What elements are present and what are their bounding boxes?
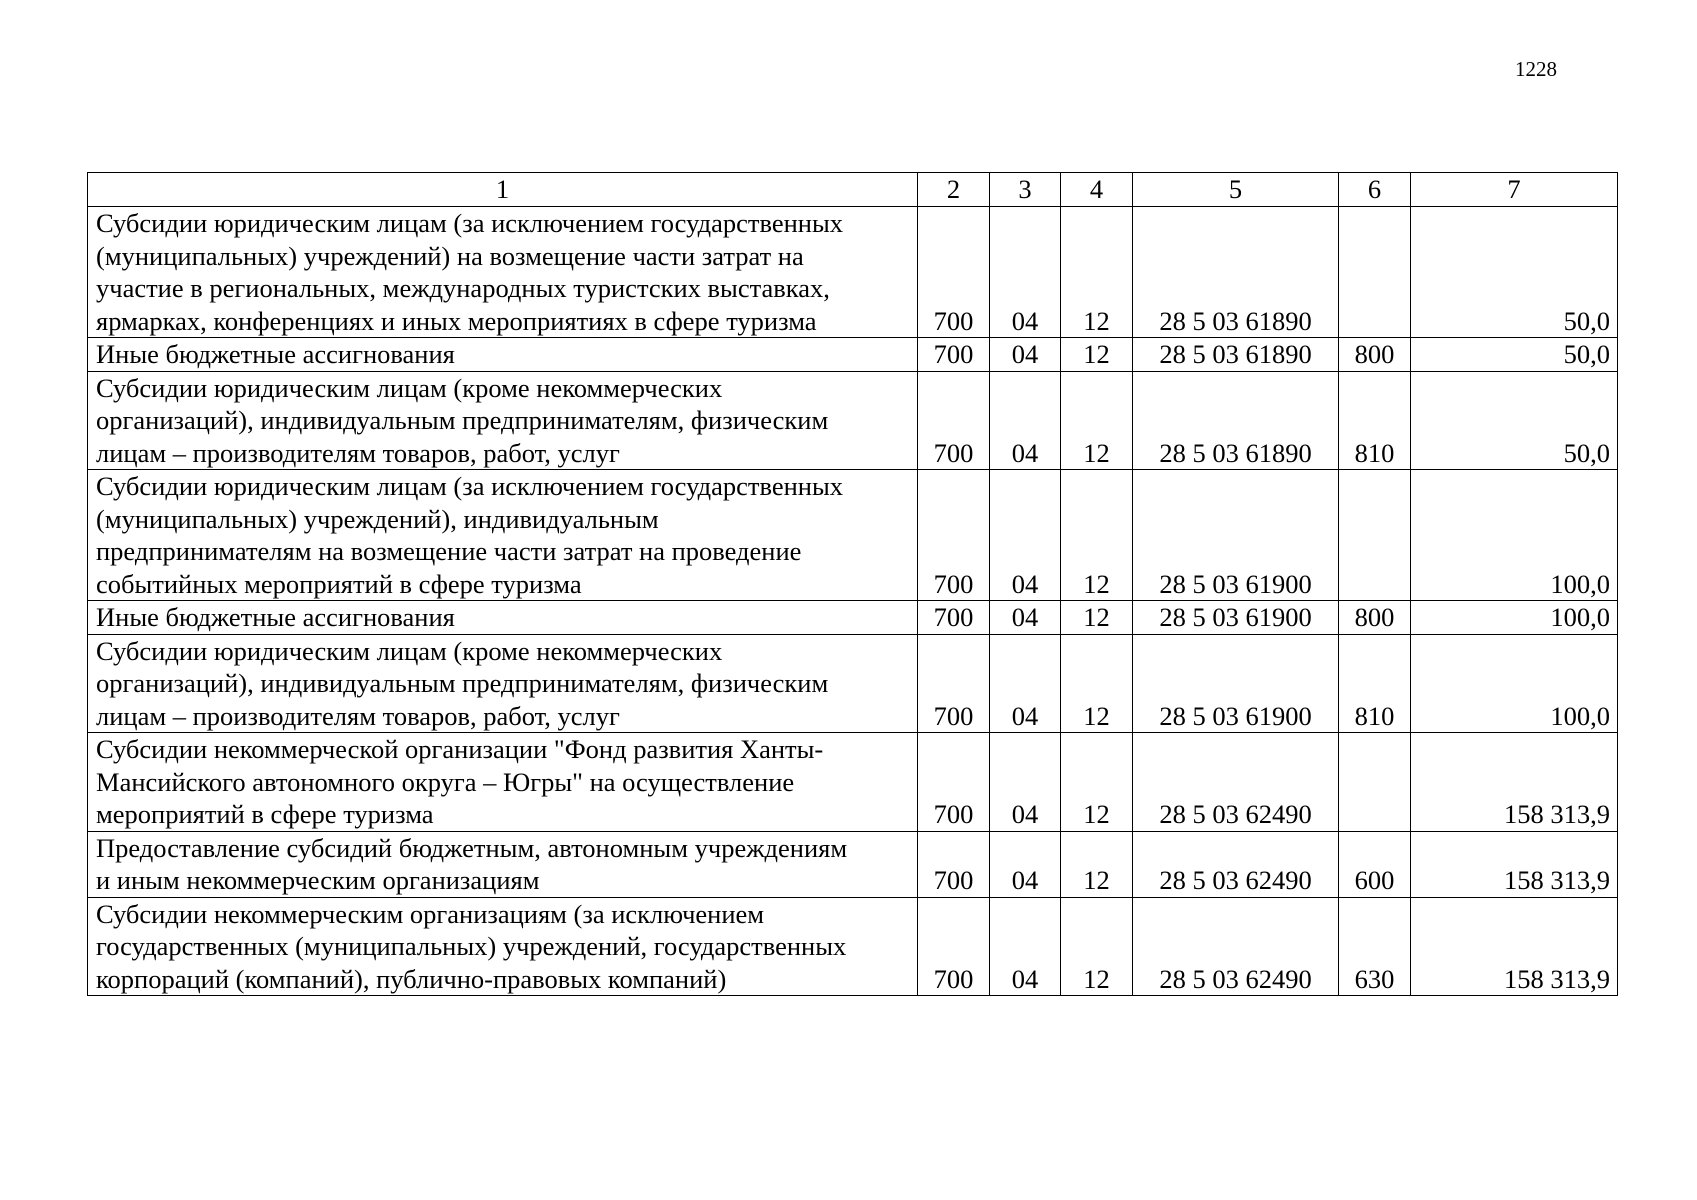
table-row (88, 733, 1618, 832)
table-header-row (88, 173, 1618, 207)
article-code-cell: 12 (1061, 601, 1133, 635)
expense-name-cell (88, 371, 918, 470)
expense-name-line: предпринимателям на возмещение части затрат на проведение (96, 536, 802, 566)
expense-type-code-cell: 810 (1339, 371, 1411, 470)
section-code-cell: 700 (918, 601, 990, 635)
table-row (88, 207, 1618, 338)
amount-cell: 100,0 (1411, 470, 1618, 601)
column-header-6: 6 (1339, 173, 1411, 207)
expense-name-line: лицам – производителям товаров, работ, услуг (96, 700, 620, 731)
expense-name-line: Субсидии юридическим лицам (кроме некоммерческих (96, 372, 723, 403)
expense-name-cell (88, 601, 918, 635)
amount-cell: 50,0 (1411, 207, 1618, 338)
expense-name-cell (88, 733, 918, 832)
expense-name-cell (88, 634, 918, 733)
article-code-cell: 12 (1061, 897, 1133, 996)
subsection-code-cell: 04 (990, 371, 1061, 470)
amount-cell: 158 313,9 (1411, 733, 1618, 832)
target-item-code-cell: 28 5 03 61890 (1133, 207, 1339, 338)
table-body (88, 207, 1618, 996)
section-code-cell: 700 (918, 371, 990, 470)
expense-name-line: Субсидии юридическим лицам (за исключением государственных (96, 208, 844, 238)
expense-name-line: участие в региональных, международных туристских выставках, (96, 273, 830, 303)
expense-name-line: Иные бюджетные ассигнования (96, 602, 455, 632)
expense-name-line: Субсидии юридическим лицам (кроме некоммерческих (96, 635, 723, 666)
expense-name-cell (88, 207, 918, 338)
section-code-cell: 700 (918, 634, 990, 733)
amount-cell: 100,0 (1411, 634, 1618, 733)
expense-name-line: событийных мероприятий в сфере туризма (96, 568, 582, 599)
column-header-2: 2 (918, 173, 990, 207)
section-code-cell: 700 (918, 831, 990, 897)
expense-type-code-cell (1339, 733, 1411, 832)
target-item-code-cell: 28 5 03 61890 (1133, 371, 1339, 470)
section-code-cell: 700 (918, 207, 990, 338)
amount-cell: 50,0 (1411, 371, 1618, 470)
expense-type-code-cell: 800 (1339, 601, 1411, 635)
expense-name-line: Предоставление субсидий бюджетным, автономным учреждениям (96, 832, 848, 863)
subsection-code-cell: 04 (990, 601, 1061, 635)
target-item-code-cell: 28 5 03 61900 (1133, 601, 1339, 635)
expense-name-line: Субсидии некоммерческой организации "Фонд развития Ханты- (96, 734, 824, 764)
subsection-code-cell: 04 (990, 634, 1061, 733)
table-row (88, 634, 1618, 733)
target-item-code-cell: 28 5 03 62490 (1133, 897, 1339, 996)
article-code-cell: 12 (1061, 831, 1133, 897)
article-code-cell: 12 (1061, 207, 1133, 338)
subsection-code-cell: 04 (990, 897, 1061, 996)
column-header-3: 3 (990, 173, 1061, 207)
article-code-cell: 12 (1061, 634, 1133, 733)
expense-type-code-cell: 600 (1339, 831, 1411, 897)
expense-name-line: Субсидии юридическим лицам (за исключением государственных (96, 471, 844, 501)
expense-name-cell (88, 897, 918, 996)
subsection-code-cell: 04 (990, 733, 1061, 832)
expense-name-line: корпораций (компаний), публично-правовых компаний) (96, 963, 727, 994)
table-row (88, 470, 1618, 601)
expense-name-line: организаций), индивидуальным предпринимателям, физическим (96, 405, 829, 435)
column-header-1: 1 (88, 173, 918, 207)
amount-cell: 50,0 (1411, 338, 1618, 372)
article-code-cell: 12 (1061, 371, 1133, 470)
target-item-code-cell: 28 5 03 61890 (1133, 338, 1339, 372)
target-item-code-cell: 28 5 03 61900 (1133, 470, 1339, 601)
budget-table (87, 172, 1618, 996)
subsection-code-cell: 04 (990, 470, 1061, 601)
column-header-4: 4 (1061, 173, 1133, 207)
expense-name-line: организаций), индивидуальным предпринимателям, физическим (96, 668, 829, 698)
expense-name-line: лицам – производителям товаров, работ, услуг (96, 437, 620, 468)
expense-name-line: ярмарках, конференциях и иных мероприятиях в сфере туризма (96, 305, 817, 336)
expense-type-code-cell: 800 (1339, 338, 1411, 372)
section-code-cell: 700 (918, 897, 990, 996)
subsection-code-cell: 04 (990, 338, 1061, 372)
column-header-5: 5 (1133, 173, 1339, 207)
table-row (88, 601, 1618, 635)
expense-name-cell (88, 470, 918, 601)
expense-name-line: Субсидии некоммерческим организациям (за исключением (96, 898, 765, 929)
subsection-code-cell: 04 (990, 207, 1061, 338)
expense-name-line: государственных (муниципальных) учреждений, государственных (96, 931, 847, 961)
amount-cell: 100,0 (1411, 601, 1618, 635)
expense-name-line: (муниципальных) учреждений), индивидуальным (96, 503, 659, 534)
amount-cell: 158 313,9 (1411, 897, 1618, 996)
amount-cell: 158 313,9 (1411, 831, 1618, 897)
target-item-code-cell: 28 5 03 62490 (1133, 733, 1339, 832)
article-code-cell: 12 (1061, 733, 1133, 832)
expense-name-line: мероприятий в сфере туризма (96, 799, 434, 829)
expense-type-code-cell: 810 (1339, 634, 1411, 733)
table-row (88, 338, 1618, 372)
article-code-cell: 12 (1061, 338, 1133, 372)
expense-name-cell (88, 831, 918, 897)
column-header-7: 7 (1411, 173, 1618, 207)
section-code-cell: 700 (918, 470, 990, 601)
expense-name-line: Иные бюджетные ассигнования (96, 339, 455, 369)
article-code-cell: 12 (1061, 470, 1133, 601)
table-row (88, 831, 1618, 897)
target-item-code-cell: 28 5 03 61900 (1133, 634, 1339, 733)
subsection-code-cell: 04 (990, 831, 1061, 897)
expense-type-code-cell (1339, 470, 1411, 601)
table-row (88, 371, 1618, 470)
expense-name-line: и иным некоммерческим организациям (96, 865, 540, 895)
table-row (88, 897, 1618, 996)
section-code-cell: 700 (918, 338, 990, 372)
expense-type-code-cell (1339, 207, 1411, 338)
target-item-code-cell: 28 5 03 62490 (1133, 831, 1339, 897)
expense-name-line: (муниципальных) учреждений) на возмещение части затрат на (96, 240, 804, 271)
page-number: 1228 (1515, 57, 1557, 81)
expense-name-line: Мансийского автономного округа – Югры" на осуществление (96, 766, 795, 797)
section-code-cell: 700 (918, 733, 990, 832)
expense-type-code-cell: 630 (1339, 897, 1411, 996)
expense-name-cell (88, 338, 918, 372)
